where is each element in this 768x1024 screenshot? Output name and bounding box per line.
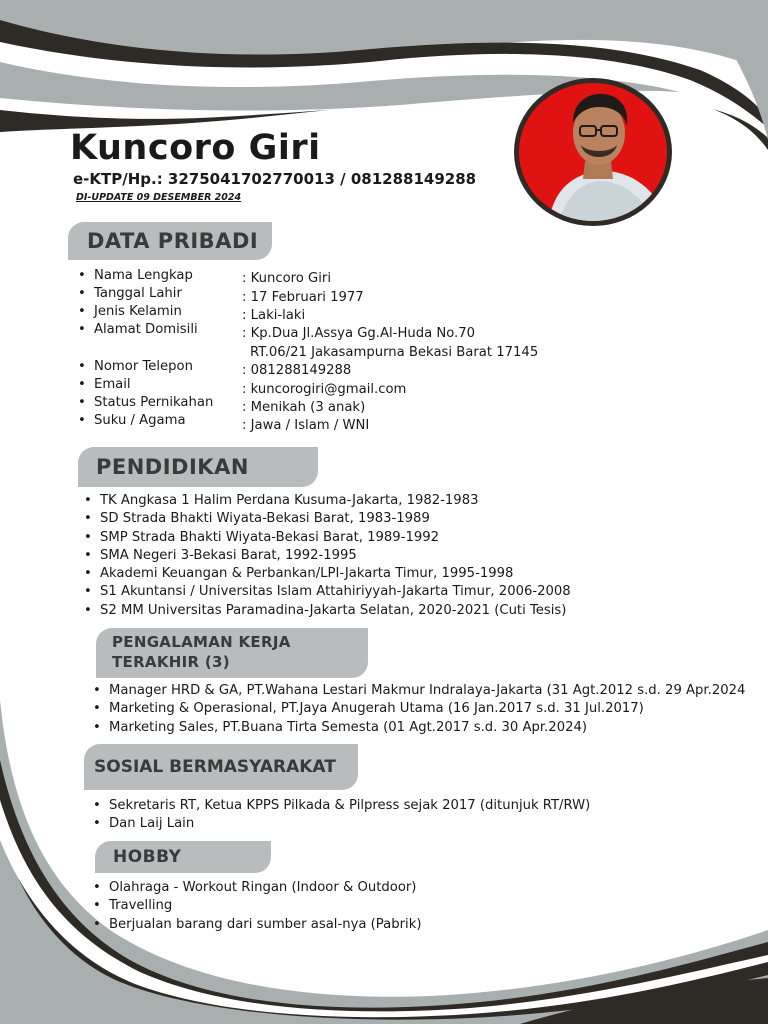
list-item <box>78 304 244 319</box>
bullet-icon: • <box>93 701 101 717</box>
field-value-telepon: : 081288149288 <box>242 363 352 378</box>
list-item <box>93 897 421 915</box>
list-item-text: Manager HRD & GA, PT.Wahana Lestari Makmur Indralaya-Jakarta (31 Agt.2012 s.d. 29 Apr.2024 <box>109 683 746 698</box>
field-label: Status Pernikahan <box>94 395 214 410</box>
bullet-icon: • <box>84 529 92 545</box>
field-value-suku-agama: : Jawa / Islam / WNI <box>242 418 370 433</box>
section-title-data-pribadi: DATA PRIBADI <box>68 222 272 260</box>
list-item <box>84 583 571 601</box>
list-item <box>84 565 571 583</box>
field-label: Tanggal Lahir <box>94 286 182 301</box>
bullet-icon: • <box>78 377 86 392</box>
list-item <box>93 719 745 737</box>
ktp-phone: e-KTP/Hp.: 3275041702770013 / 081288149288 <box>73 170 477 188</box>
section-title-pendidikan: PENDIDIKAN <box>78 447 318 487</box>
list-item <box>78 268 244 283</box>
bullet-icon: • <box>78 395 86 410</box>
bullet-icon: • <box>84 493 92 508</box>
field-value-alamat-line2: RT.06/21 Jakasampurna Bekasi Barat 17145 <box>250 345 539 360</box>
bullet-icon: • <box>78 304 86 319</box>
field-value-status: : Menikah (3 anak) <box>242 400 366 415</box>
bullet-icon: • <box>78 286 86 301</box>
list-item-text: Marketing Sales, PT.Buana Tirta Semesta (01 Agt.2017 s.d. 30 Apr.2024) <box>109 719 588 735</box>
sosial-list <box>93 797 590 834</box>
profile-photo <box>519 83 667 221</box>
bullet-icon: • <box>93 798 101 813</box>
list-item <box>84 547 571 565</box>
field-value-email: : kuncorogiri@gmail.com <box>242 382 407 397</box>
section-title-line1: PENGALAMAN KERJA <box>112 633 291 651</box>
list-item <box>93 879 421 897</box>
list-item-text: Travelling <box>109 898 173 914</box>
field-label: Nama Lengkap <box>94 268 193 283</box>
hobby-list <box>93 879 421 934</box>
bullet-icon: • <box>84 511 92 527</box>
list-item-text: Berjualan barang dari sumber asal-nya (Pabrik) <box>109 916 422 932</box>
bullet-icon: • <box>78 322 86 337</box>
list-item-text: SMA Negeri 3-Bekasi Barat, 1992-1995 <box>100 547 357 563</box>
field-value-alamat: : Kp.Dua Jl.Assya Gg.Al-Huda No.70 <box>242 326 476 341</box>
bullet-icon: • <box>78 268 86 283</box>
list-item-text: SMP Strada Bhakti Wiyata-Bekasi Barat, 1989-1992 <box>100 529 440 545</box>
field-label: Alamat Domisili <box>94 322 198 337</box>
list-item-text: TK Angkasa 1 Halim Perdana Kusuma-Jakarta, 1982-1983 <box>100 493 479 508</box>
field-label: Jenis Kelamin <box>94 304 182 319</box>
bullet-icon: • <box>93 816 101 832</box>
pengalaman-list <box>93 682 745 737</box>
list-item <box>93 916 421 934</box>
field-label: Nomor Telepon <box>94 359 193 374</box>
list-item <box>78 322 244 337</box>
field-value-tanggal-lahir: : 17 Februari 1977 <box>242 290 364 305</box>
list-item <box>78 286 244 301</box>
list-item-text: S2 MM Universitas Paramadina-Jakarta Selatan, 2020-2021 (Cuti Tesis) <box>100 602 567 618</box>
list-item-text: Akademi Keuangan & Perbankan/LPI-Jakarta Timur, 1995-1998 <box>100 566 514 582</box>
list-item <box>84 492 571 510</box>
field-value-jenis-kelamin: : Laki-laki <box>242 308 306 323</box>
update-date: DI-UPDATE 09 DESEMBER 2024 <box>76 192 242 203</box>
profile-photo-frame <box>514 78 672 226</box>
field-value-nama: : Kuncoro Giri <box>242 271 332 286</box>
list-item <box>78 377 244 392</box>
field-label: Email <box>94 377 131 392</box>
bullet-icon: • <box>93 683 101 698</box>
field-label: Suku / Agama <box>94 413 186 428</box>
list-item <box>78 413 244 428</box>
section-title-hobby: HOBBY <box>95 841 271 873</box>
list-item-text: Marketing & Operasional, PT.Jaya Anugerah Utama (16 Jan.2017 s.d. 31 Jul.2017) <box>109 701 644 717</box>
list-item <box>78 359 244 374</box>
list-item <box>93 815 590 833</box>
list-item-text: Dan Laij Lain <box>109 816 195 832</box>
bullet-icon: • <box>78 359 86 374</box>
list-item <box>84 602 571 620</box>
list-item <box>84 529 571 547</box>
list-item <box>93 797 590 815</box>
section-title-sosial: SOSIAL BERMASYARAKAT <box>84 744 358 790</box>
person-avatar-icon <box>519 83 667 221</box>
list-item-text: SD Strada Bhakti Wiyata-Bekasi Barat, 1983-1989 <box>100 511 430 527</box>
bullet-icon: • <box>84 602 92 618</box>
section-title-line2: TERAKHIR (3) <box>112 653 230 671</box>
bullet-icon: • <box>78 413 86 428</box>
list-item <box>93 700 745 718</box>
list-item <box>84 510 571 528</box>
list-item-text: Sekretaris RT, Ketua KPPS Pilkada & Pilpress sejak 2017 (ditunjuk RT/RW) <box>109 798 591 813</box>
bullet-icon: • <box>93 719 101 735</box>
bullet-icon: • <box>93 898 101 914</box>
bullet-icon: • <box>84 566 92 582</box>
bullet-icon: • <box>84 584 92 600</box>
list-item-text: Olahraga - Workout Ringan (Indoor & Outdoor) <box>109 880 417 895</box>
person-name: Kuncoro Giri <box>70 128 321 168</box>
section-title-pengalaman-kerja <box>96 628 368 678</box>
bullet-icon: • <box>84 547 92 563</box>
list-item-text: S1 Akuntansi / Universitas Islam Attahiriyyah-Jakarta Timur, 2006-2008 <box>100 584 571 600</box>
pendidikan-list <box>84 492 571 620</box>
list-item <box>93 682 745 700</box>
list-item <box>78 395 244 410</box>
bullet-icon: • <box>93 880 101 895</box>
bullet-icon: • <box>93 916 101 932</box>
